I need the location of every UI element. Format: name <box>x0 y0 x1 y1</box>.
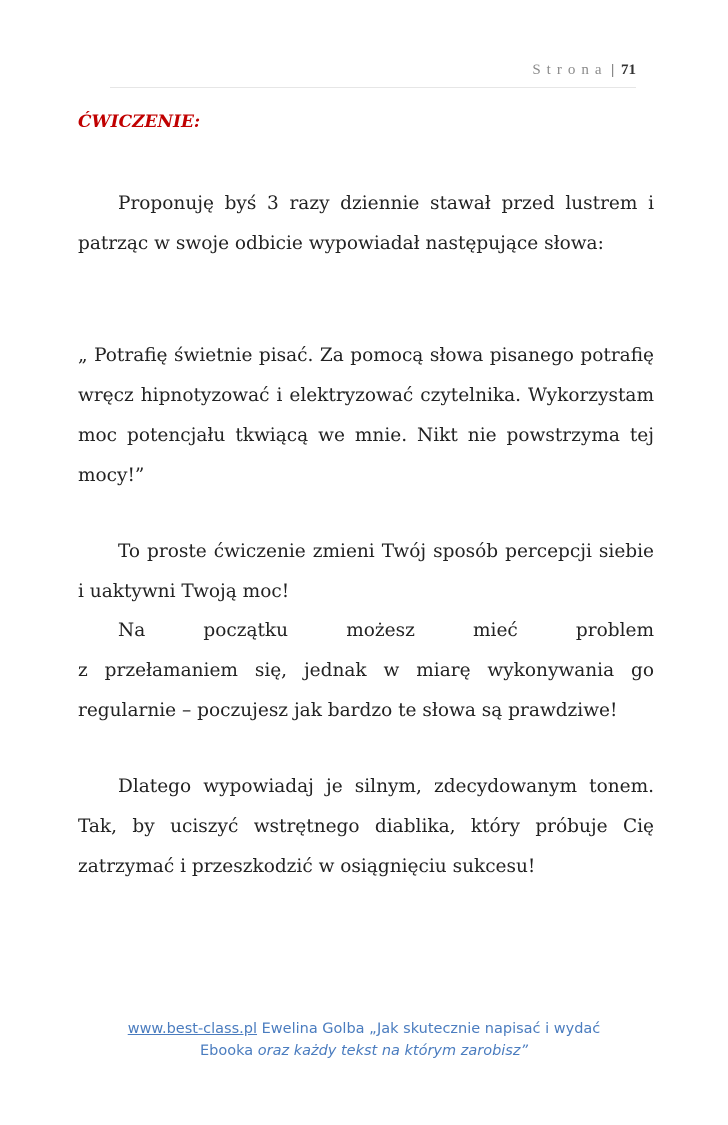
website-link[interactable]: www.best-class.pl <box>127 1021 258 1037</box>
header-divider <box>110 87 636 88</box>
page-label: Strona <box>532 62 608 78</box>
page-footer <box>100 1018 628 1062</box>
paragraph-intro: Proponuję byś 3 razy dziennie stawał przed lustrem i patrząc w swoje odbicie wypowiadał następujące słowa: <box>78 193 654 254</box>
paragraph-affirmation: „ Potrafię świetnie pisać. Za pomocą słowa pisanego potrafię wręcz hipnotyzować i elektryzować czytelnika. Wykorzystam moc potencjału tkwiącą we mnie. Nikt nie powstrzyma tej mocy!” <box>78 345 654 486</box>
paragraph-problem-line1: Na początku możesz mieć problem <box>118 620 654 641</box>
header-separator: | <box>611 62 615 78</box>
page-number: 71 <box>621 62 636 78</box>
page-header <box>110 62 636 79</box>
paragraph-problem: z przełamaniem się, jednak w miarę wykonywania go regularnie – poczujesz jak bardzo te słowa są prawdziwe! <box>78 660 654 721</box>
paragraph-tone: Dlatego wypowiadaj je silnym, zdecydowanym tonem. Tak, by uciszyć wstrętnego diablika, który próbuje Cię zatrzymać i przeszkodzić w osiągnięciu sukcesu! <box>78 776 654 877</box>
footer-italic-text: oraz każdy tekst na którym zarobisz” <box>257 1043 528 1059</box>
exercise-heading: ĆWICZENIE: <box>78 112 201 132</box>
footer-text: Ewelina Golba „Jak skutecznie napisać i wydać Ebooka <box>200 1021 601 1059</box>
paragraph-exercise-effect: To proste ćwiczenie zmieni Twój sposób percepcji siebie i uaktywni Twoją moc! <box>78 541 654 602</box>
